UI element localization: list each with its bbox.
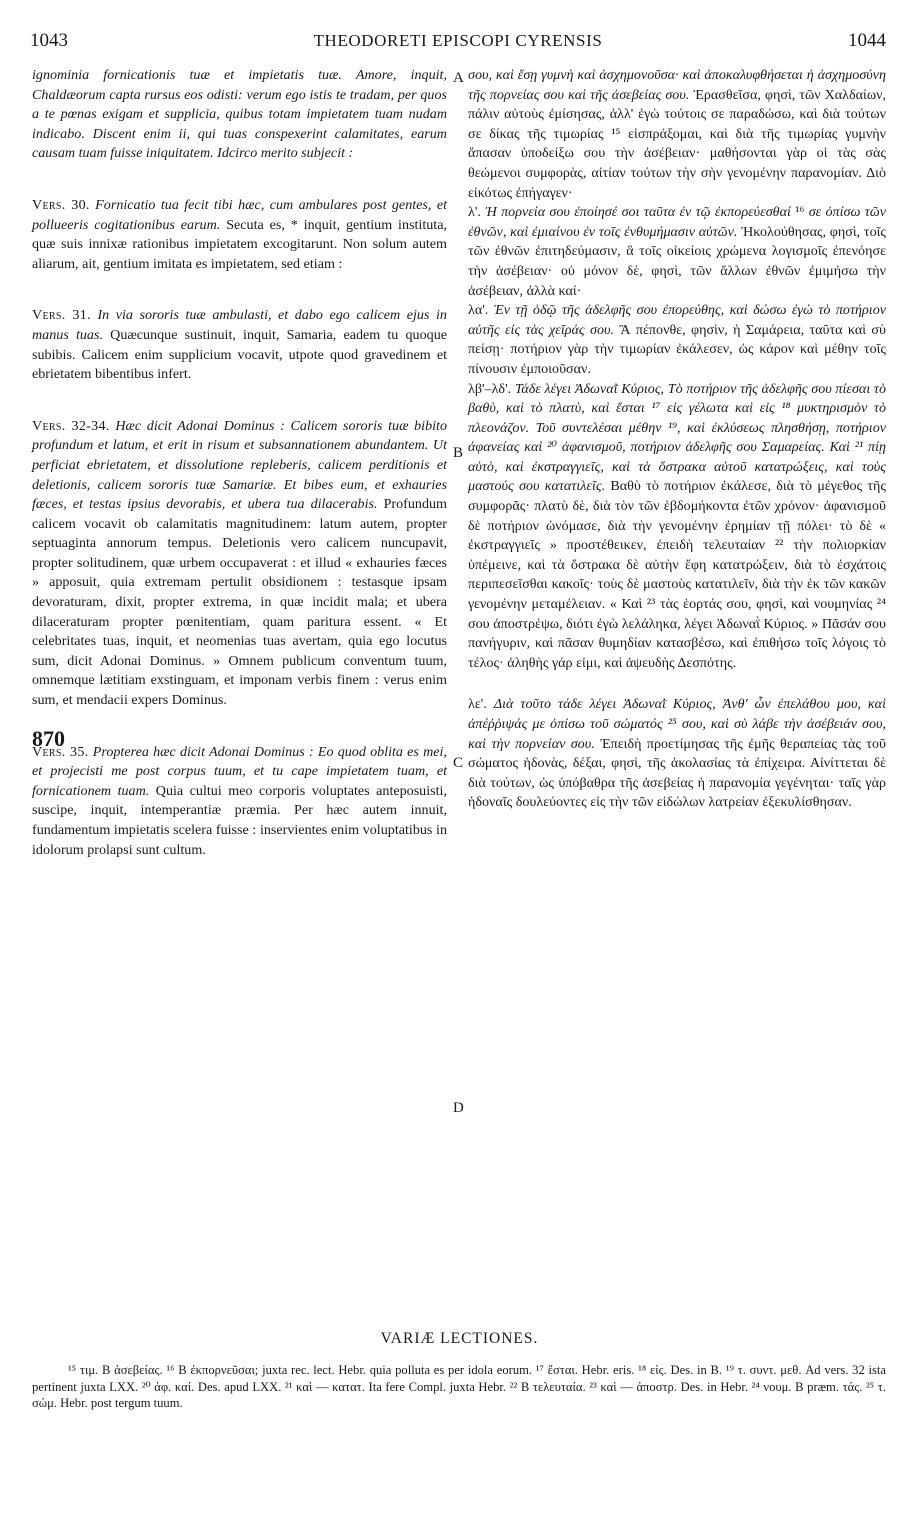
verse-label: Vers. 35. bbox=[32, 743, 89, 760]
commentary: Ἐρασθεῖσα, φησὶ, τῶν Χαλδαίων, πάλιν αὐτοὺς ἐμίσησας, ἀλλ' ἐγὼ τούτοις σε παραδώσω, καὶ διὰ τούτων σε δίκας τῆς τιμωρίας ¹⁵ εἰσπράξομαι, καὶ διὰ τῆς τιμωρίας γυμνὴν ἅπασαν ὑποδείξω σου τὴν ἀσέβειαν· μαθήσονται γὰρ οἱ τὰς σὰς θεώμενοι συμφορὰς, αἰτίαν τούτων τὴν σὴν γενομένην παρανομίαν. Διὸ εἰκότως ἐπήγαγεν· bbox=[468, 86, 886, 201]
margin-marker-b: B bbox=[453, 445, 464, 461]
variae-lectiones-notes: ¹⁵ τιμ. B ἀσεβείας. ¹⁶ B ἐκπορνεῦσαι; juxta rec. lect. Hebr. quia polluta es per idola eorum. ¹⁷ ἔσται. Hebr. eris. ¹⁸ εἰς. Des. in B. ¹⁹ τ. συντ. μεθ. Ad vers. 32 ista pertinent juxta LXX. ²⁰ ἀφ. καί. Des. apud LXX. ²¹ καὶ — κατατ. Ita fere Compl. juxta Hebr. ²² B τελευταία. ²³ καὶ — ἀποστρ. Des. in Hebr. ²⁴ νουμ. B præm. τάς. ²⁵ τ. σώμ. Hebr. post tergum tuum. bbox=[32, 1363, 886, 1411]
greek-column bbox=[468, 66, 886, 813]
latin-column bbox=[32, 66, 447, 860]
commentary: Ἃ πέπονθε, φησὶν, ἡ Σαμάρεια, ταῦτα καὶ σὺ πείσῃ· ποτήριον γὰρ τὴν τιμωρίαν ἐκάλεσεν, ὡς κάρον καὶ μέθην τοῖς πίνουσιν ἐμποιοῦσαν. bbox=[468, 321, 887, 377]
commentary: Quia cultui meo corporis voluptates anteposuisti, suscipe, inquit, intemperantiæ præmia. Per hæc autem innuit, fundamentum impietatis scelera fuisse : inservientes enim voluptatibus in idolorum prolapsi sunt cultum. bbox=[32, 782, 447, 858]
latin-verse-31 bbox=[32, 306, 447, 384]
verse-lemma: σου, καὶ ἔσῃ γυμνὴ καὶ ἀσχημονοῦσα· καὶ ἀποκαλυφθήσεται ἡ ἀσχημοσύνη τῆς πορνείας σου καὶ τῆς ἀσεβείας σου. bbox=[468, 67, 886, 103]
verse-lemma: Ἐν τῇ ὁδῷ τῆς ἀδελφῆς σου ἐπορεύθης, καὶ δώσω ἐγὼ τὸ ποτήριον αὐτῆς εἰς τὰς χεῖράς σου. bbox=[468, 302, 886, 338]
verse-lemma: Fornicatio tua fecit tibi hæc, cum ambulares post gentes, et pollueeris cogitationibus earum. bbox=[32, 196, 447, 233]
verse-label: λε'. bbox=[468, 696, 487, 713]
footnote-ref: ¹⁶ bbox=[795, 204, 805, 221]
page-header bbox=[30, 30, 886, 56]
verse-lemma: Propterea hæc dicit Adonai Dominus : Eo quod oblita es mei, et projecisti me post corpus tuum, et tu cape impietatem tuam, et fornicationem tuam. bbox=[32, 743, 447, 799]
verse-lemma: Τάδε λέγει Ἀδωναῒ Κύριος, Τὸ ποτήριον τῆς ἀδελφῆς σου πίεσαι τὸ βαθὺ, καὶ τὸ πλατὺ, καὶ ἔσται ¹⁷ εἰς γέλωτα καὶ εἰς ¹⁸ μυκτηρισμὸν τὸ πλεονάζον. Τοῦ συντελέσαι μέθην ¹⁹, καὶ ἐκλύσεως πλησθήσῃ, ποτήριον ἀφανείας καὶ ²⁰ ἀφανισμοῦ, ποτήριον ἀδελφῆς σου Σαμαρείας. Καὶ ²¹ πίῃ αὐτὸ, καὶ ἐκστραγγιεῖς, καὶ τὰ ὄστρακα αὐτοῦ κατατρώξεις, καὶ τοὺς μαστούς σου κατατιλεῖς. bbox=[468, 380, 886, 495]
margin-marker-d: D bbox=[453, 1100, 464, 1116]
latin-verse-35 bbox=[32, 743, 447, 861]
verse-label: λα'. bbox=[468, 302, 489, 319]
commentary: Βαθὺ τὸ ποτήριον ἐκάλεσε, διὰ τὸ μέγεθος τῆς συμφορᾶς· πλατὺ δὲ, διὰ τὸν τῶν ἑβδομήκοντα ἐτῶν χρόνον· ἀφανισμοῦ δὲ ποτήριον ὠνόμασε, διὰ τὴν γενομένην ἐρημίαν τῇ πόλει· τὸ δὲ « ἐκστραγγιεῖς » προστέθεικεν, ἐπειδὴ τελευταίαν ²² τὴν πολιορκίαν ὑπέμεινε, καὶ τὰ ὄστρακα δὲ αὐτὴν ἔφη κατατρώξειν, διὰ τὸ ἐσχάτοις περιπεσεῖσθαι κακοῖς· τοὺς δὲ μαστοὺς κατατιλεῖν, διὰ τὴν ἐκ τῶν κακῶν γενομένην μεταμέλειαν. « Καὶ ²³ τὰς ἑορτάς σου, φησὶ, καὶ νουμηνίας ²⁴ σου ἀποστρέψω, διότι ἐγὼ λελάληκα, λέγει Ἀδωναῒ Κύριος. » Πᾶσάν σου πανήγυριν, καὶ πᾶσαν θυμηδίαν κατασβέσω, καὶ ἐπιθήσω τοῖς λόγοις τὸ τέλος· ἀληθὴς γάρ εἰμι, καὶ ἀψευδὴς Δεσπότης. bbox=[468, 478, 886, 671]
verse-label: λ'. bbox=[468, 204, 481, 221]
greek-verse-31 bbox=[468, 301, 886, 379]
verse-label: Vers. 31. bbox=[32, 307, 91, 324]
column-number: 870 bbox=[32, 726, 65, 751]
greek-verse-32-34 bbox=[468, 380, 886, 674]
verse-lemma-cont: σε ὀπίσω τῶν ἐθνῶν, καὶ ἐμιαίνου ἐν τοῖς ἐνθυμήμασιν αὐτῶν. bbox=[468, 204, 887, 240]
verse-lemma: Ἡ πορνεία σου ἐποίησέ σοι ταῦτα ἐν τῷ ἐκπορεύεσθαί bbox=[485, 204, 791, 221]
margin-marker-a: A bbox=[453, 70, 464, 86]
running-title: THEODORETI EPISCOPI CYRENSIS bbox=[313, 31, 603, 50]
variae-lectiones-title: VARIÆ LECTIONES. bbox=[380, 1330, 539, 1347]
commentary: Ἐπειδὴ προετίμησας τῆς ἐμῆς θεραπείας τὰς τοῦ σώματος ἡδονὰς, δέξαι, φησὶ, τῆς ἀκολασίας τὰ ἐπίχειρα. Αἰνίττεται δὲ διὰ τούτων, ὡς ὑπόβαθρα τῆς ἀσεβείας ἡ παρανομία γεγένηται· ταῖς γὰρ ἡδοναῖς δουλεύοντες εἰς τὴν τῶν εἰδώλων λατρείαν ἐξεκυλίσθησαν. bbox=[468, 735, 886, 811]
commentary: Ἠκολούθησας, φησὶ, τοῖς τῶν ἐθνῶν ἐπιτηδεύμασιν, ἃ τοῖς οἰκείοις χρώμενα λογισμοῖς ἐπενόησε τὴν ἀσέβειαν· οὐ μόνον δὲ, φησὶ, τῶν ἄλλων ἐθνῶν ἐμιμήσω τὴν ἀσέβειαν, ἀλλὰ καί· bbox=[468, 223, 886, 299]
verse-lemma-cont: devorabis, et ubera tua dilacerabis. bbox=[166, 496, 378, 513]
latin-verse-32-34 bbox=[32, 417, 447, 711]
verse-label: λβ'–λδ'. bbox=[468, 380, 512, 397]
greek-verse-30 bbox=[468, 203, 886, 301]
greek-intro bbox=[468, 66, 886, 203]
verse-label: Vers. 32-34. bbox=[32, 417, 110, 434]
commentary: Secuta es, * inquit, gentium instituta, quæ suis innixæ rationibus impietatem excogitarunt. Non solum autem aliarum, ait, gentium imitata es impietatem, sed etiam : bbox=[32, 216, 447, 272]
commentary: Profundum calicem vocavit ob calamitatis magnitudinem: latum autem, propter septuaginta annorum tempus. Deletionis vero calicem nuncupavit, propter solitudinem, quæ urbem occupaverat : et illud « exhauries fæces » apposuit, quia extremam pertulit obsidionem : testasque ipsam devoraturam, dixit, propter extrema, in quæ incidit mala; et ubera dilaceraturam propter pœnitentiam, quam paritura essent. « Et celebritates tuas, inquit, et neomenias tuas avertam, quia ego locutus sum, dicit Adonai Dominus. » Omnem publicum conventum tuum, omnemque lætitiam exstinguam, et imponam verbis finem : verus enim sum, et mendacii expers Dominus. bbox=[32, 496, 448, 709]
margin-marker-c: C bbox=[453, 755, 464, 771]
verse-lemma: Διὰ τοῦτο τάδε λέγει Ἀδωναῒ Κύριος, Ἀνθ' ὧν ἐπελάθου μου, καὶ ἀπέῤῥιψάς με ὀπίσω τοῦ σώματός ²⁵ σου, καὶ σὺ λάβε τὴν ἀσέβειάν σου, καὶ τὴν πορνείαν σου. bbox=[468, 696, 886, 752]
commentary: Quæcunque sustinuit, inquit, Samaria, eadem tu quoque subibis. Calicem enim supplicium vocavit, utpote quod gravedinem et ebrietatem bibentibus infert. bbox=[32, 326, 447, 383]
page-number-left: 1043 bbox=[30, 30, 68, 51]
latin-intro bbox=[32, 66, 447, 164]
greek-verse-35 bbox=[468, 695, 886, 813]
verse-lemma: Hæc dicit Adonai Dominus : Calicem sororis tuæ bibito profundum et latum, et erit in risum et subsannationem abundantem. Ut perficiat ebrietatem, et dissolutione repleberis, calicem perditionis et deletionis, calicem sororis tuæ Samariæ. Et bibes eum, et exhauries fæces, et testas ipsius bbox=[32, 417, 447, 513]
verse-lemma: In via sororis tuæ ambulasti, et dabo ego calicem ejus in manus tuas. bbox=[32, 307, 447, 343]
verse-label: Vers. 30. bbox=[32, 196, 90, 213]
latin-verse-30 bbox=[32, 196, 447, 274]
page-number-right: 1044 bbox=[848, 30, 886, 51]
latin-intro-text: ignominia fornicationis tuæ et impietatis tuæ. Amore, inquit, Chaldæorum capta rursus eos odisti: verum ego istis te tradam, per quos a te pœnas exigam et supplicia, quibus totam impietatem tuam nudam indicabo. Discent enim ii, qui tuas conspexerint calamitates, earum causam tuam fuisse iniquitatem. Idcirco merito subjecit : bbox=[32, 67, 447, 162]
